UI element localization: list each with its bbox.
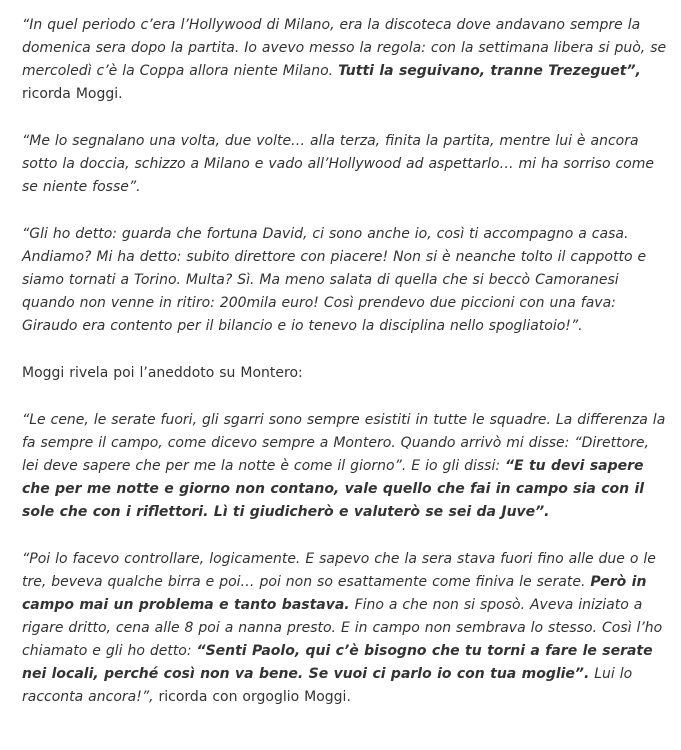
text-segment: “Senti Paolo, qui c’è bisogno che tu torni a fare le serate nei locali, perché così non va bene. Se vuoi ci parlo io con tua moglie”. (22, 643, 653, 682)
text-segment: Però in campo mai un problema e tanto bastava. (22, 574, 647, 613)
text-segment: “Me lo segnalano una volta, due volte… alla terza, finita la partita, mentre lui è ancora sotto la doccia, schizzo a Milano e vado all’Hollywood ad aspettarlo… mi ha sorriso come se niente fosse”. (22, 133, 654, 195)
paragraph-segnalano (22, 130, 670, 199)
text-segment: “Gli ho detto: guarda che fortuna David, ci sono anche io, così ti accompagno a casa. Andiamo? Mi ha detto: subito direttore con piacere! Non si è neanche tolto il cappotto e siamo tornati a Torino. Multa? Sì. Ma meno salata di quella che si beccò Camoranesi quando non venne in ritiro: 200mila euro! Così prendevo due piccioni con una fava: Giraudo era contento per il bilancio e io tenevo la disciplina nello spogliatoio!”. (22, 226, 647, 334)
paragraph-hollywood (22, 14, 670, 106)
text-segment: Lui lo racconta ancora!”, (22, 666, 633, 705)
text-segment: “In quel periodo c’era l’Hollywood di Milano, era la discoteca dove andavano sempre la domenica sera dopo la partita. Io avevo messo la regola: con la settimana libera si può, se mercoledì c’è la Coppa allora niente Milano. (22, 17, 667, 79)
text-segment: “Le cene, le serate fuori, gli sgarri sono sempre esistiti in tutte le squadre. La differenza la fa sempre il campo, come dicevo sempre a Montero. Quando arrivò mi disse: “Direttore, lei deve sapere che per me la notte è come il giorno”. E io gli dissi: (22, 412, 666, 474)
text-segment: “E tu devi sapere che per me notte e giorno non contano, vale quello che fai in campo sia con il sole che con i riflettori. Lì ti giudicherò e valuterò se sei da Juve”. (22, 458, 645, 520)
text-segment: Fino a che non si sposò. Aveva iniziato a rigare dritto, cena alle 8 poi a nanna presto. E in campo non sembrava lo stesso. Così l’ho chiamato e gli ho detto: (22, 597, 663, 659)
text-segment: ricorda Moggi. (22, 86, 123, 102)
text-segment: Tutti la seguivano, tranne Trezeguet”, (338, 63, 641, 79)
paragraph-controllare (22, 548, 670, 709)
article-body (22, 14, 670, 709)
paragraph-montero-intro (22, 362, 670, 385)
paragraph-multa (22, 223, 670, 338)
text-segment: “Poi lo facevo controllare, logicamente. E sapevo che la sera stava fuori fino alle due o le tre, beveva qualche birra e poi… poi non so esattamente come finiva le serate. (22, 551, 656, 590)
paragraph-montero-quote (22, 409, 670, 524)
text-segment: Moggi rivela poi l’aneddoto su Montero: (22, 365, 303, 381)
text-segment: ricorda con orgoglio Moggi. (153, 689, 351, 705)
